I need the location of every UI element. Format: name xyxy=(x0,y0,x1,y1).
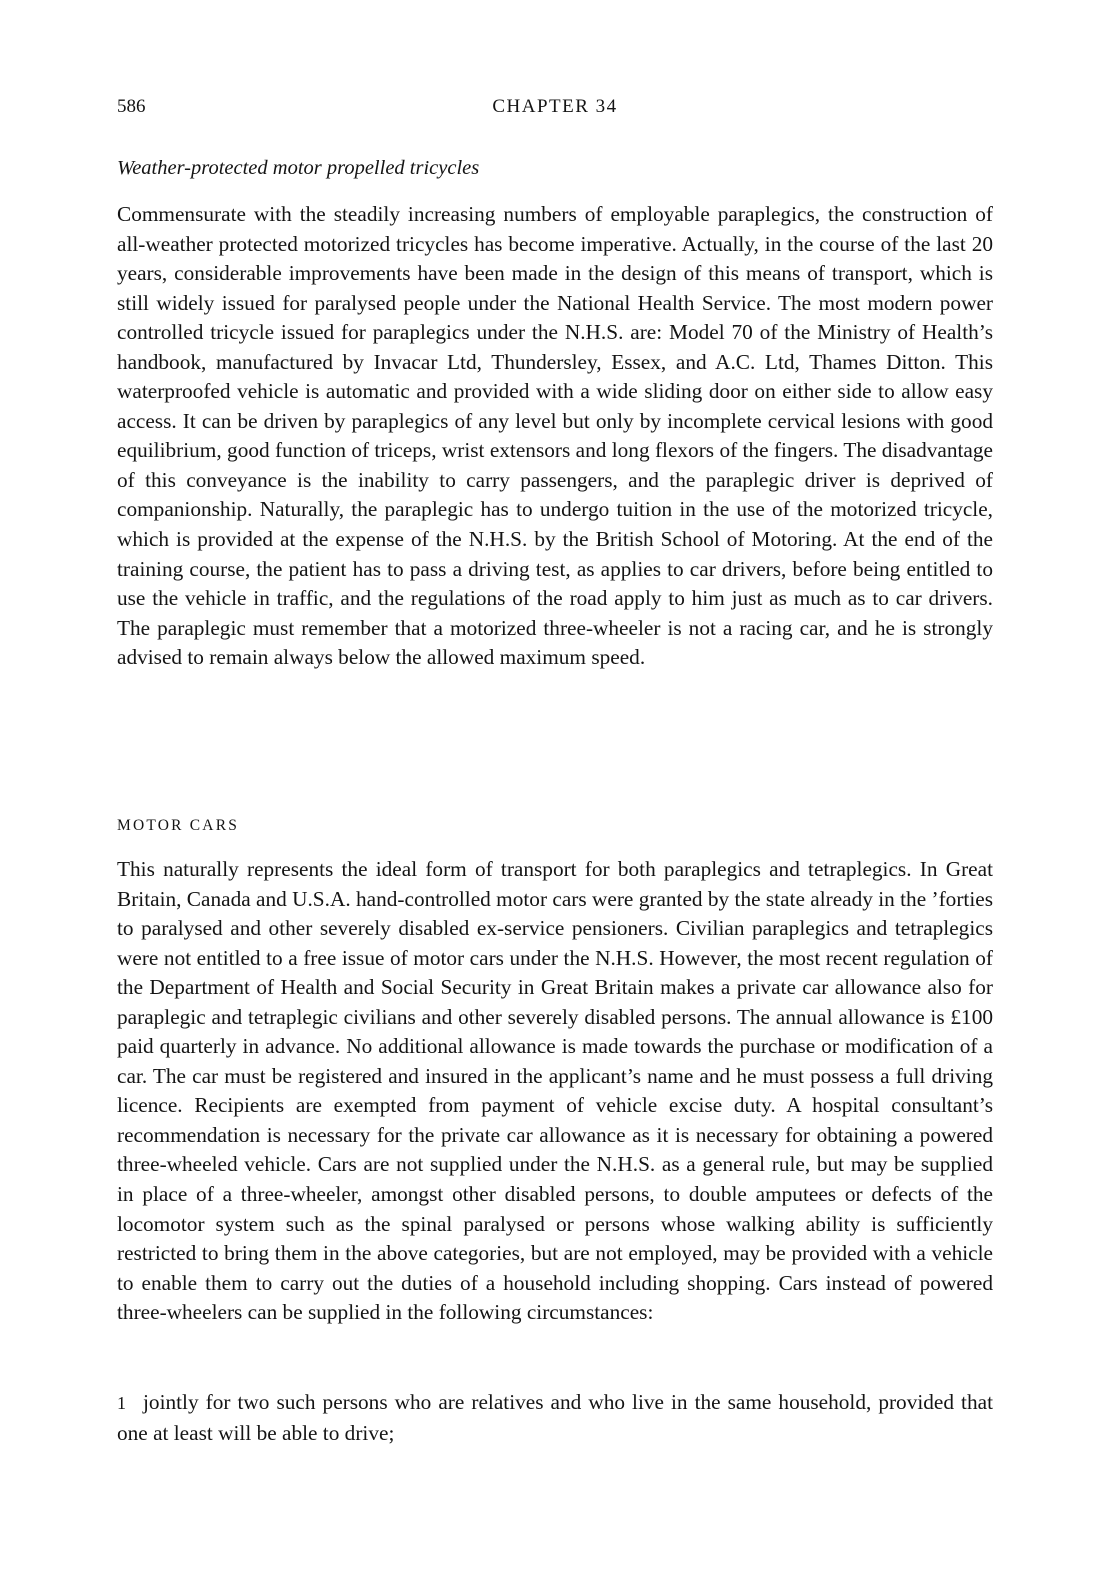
list-item xyxy=(117,1388,993,1448)
section-heading-motor-cars: MOTOR CARS xyxy=(117,817,240,834)
section-heading-tricycles: Weather-protected motor propelled tricycles xyxy=(117,157,480,179)
list-item-text: jointly for two such persons who are relatives and who live in the same household, provided that one at least will be able to drive; xyxy=(117,1390,993,1445)
running-head: CHAPTER 34 xyxy=(492,96,618,117)
body-paragraph-tricycles: Commensurate with the steadily increasing numbers of employable paraplegics, the construction of all-weather protected motorized tricycles has become imperative. Actually, in the course of the last 20 years, considerable improvements have been made in the design of this means of transport, which is still widely issued for paralysed people under the National Health Service. The most modern power controlled tricycle issued for paraplegics under the N.H.S. are: Model 70 of the Ministry of Health’s handbook, manufactured by Invacar Ltd, Thundersley, Essex, and A.C. Ltd, Thames Ditton. This waterproofed vehicle is automatic and provided with a wide sliding door on either side to allow easy access. It can be driven by paraplegics of any level but only by incomplete cervical lesions with good equilibrium, good function of triceps, wrist extensors and long flexors of the fingers. The disadvantage of this conveyance is the inability to carry passengers, and the paraplegic driver is deprived of companionship. Naturally, the paraplegic has to undergo tuition in the use of the motorized tricycle, which is provided at the expense of the N.H.S. by the British School of Motoring. At the end of the training course, the patient has to pass a driving test, as applies to car drivers, before being entitled to use the vehicle in traffic, and the regulations of the road apply to him just as much as to car drivers. The paraplegic must remember that a motorized three-wheeler is not a racing car, and he is strongly advised to remain always below the allowed maximum speed. xyxy=(117,202,993,670)
page-header xyxy=(117,96,993,122)
list-item-number: 1 xyxy=(117,1393,126,1413)
page-number: 586 xyxy=(117,96,146,117)
body-paragraph-motor-cars: This naturally represents the ideal form of transport for both paraplegics and tetraplegics. In Great Britain, Canada and U.S.A. hand-controlled motor cars were granted by the state already in the ’forties to paralysed and other severely disabled ex-service pensioners. Civilian paraplegics and tetraplegics were not entitled to a free issue of motor cars under the N.H.S. However, the most recent regulation of the Department of Health and Social Security in Great Britain makes a private car allowance also for paraplegic and tetraplegic civilians and other severely disabled persons. The annual allowance is £100 paid quarterly in advance. No additional allowance is made towards the purchase or modification of a car. The car must be registered and insured in the applicant’s name and he must possess a full driving licence. Recipients are exempted from payment of vehicle excise duty. A hospital consultant’s recommendation is necessary for the private car allowance as it is necessary for obtaining a powered three-wheeled vehicle. Cars are not supplied under the N.H.S. as a general rule, but may be supplied in place of a three-wheeler, amongst other disabled persons, to double amputees or defects of the locomotor system such as the spinal paralysed or persons whose walking ability is sufficiently restricted to bring them in the above categories, but are not employed, may be provided with a vehicle to enable them to carry out the duties of a household including shopping. Cars instead of powered three-wheelers can be supplied in the following circumstances: xyxy=(117,857,993,1325)
